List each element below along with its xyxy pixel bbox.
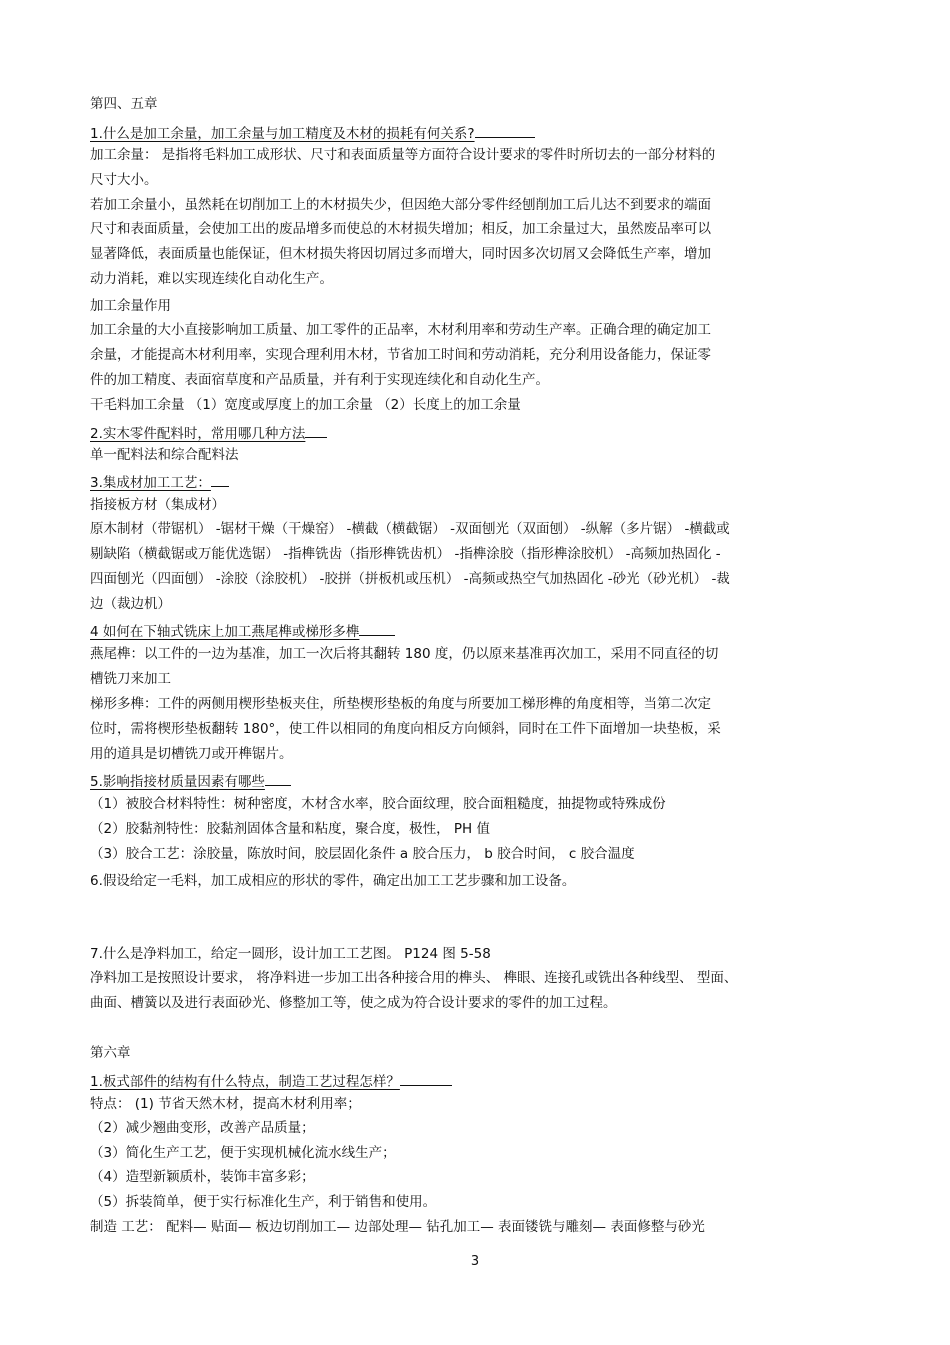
paragraph-line: 若加工余量小，虽然耗在切削加工上的木材损失少，但因绝大部分零件经刨削加工后儿达不到要求的端面: [90, 197, 711, 213]
list-item: （4）造型新颖质朴，装饰丰富多彩；: [90, 1169, 315, 1185]
list-item: （5）拆装简单，便于实行标准化生产，利于销售和使用。: [90, 1194, 437, 1210]
paragraph-line: 四面刨光（四面刨） -涂胶（涂胶机） -胶拼（拼板机或压机） -高频或热空气加热固化 -砂光（砂光机） -裁: [90, 571, 730, 587]
list-item: （2）减少翘曲变形，改善产品质量；: [90, 1120, 315, 1136]
paragraph-line: 干毛料加工余量 （1）宽度或厚度上的加工余量 （2）长度上的加工余量: [90, 397, 521, 413]
question-1: 1.板式部件的结构有什么特点，制造工艺过程怎样？: [90, 1071, 452, 1091]
paragraph-line: 原木制材（带锯机） -锯材干燥（干燥窑） -横截（横截锯） -双面刨光（双面刨） -纵解（多片锯） -横截或: [90, 521, 730, 537]
question-3: 3.集成材加工工艺：: [90, 472, 229, 492]
chapter-heading: 第四、五章: [90, 96, 158, 112]
paragraph-line: 特点： (1) 节省天然木材，提高木材利用率；: [90, 1096, 361, 1112]
paragraph-line: 梯形多榫：工件的两侧用楔形垫板夹住，所垫楔形垫板的角度与所要加工梯形榫的角度相等，当第二次定: [90, 696, 711, 712]
list-item: （3）简化生产工艺，便于实现机械化流水线生产；: [90, 1145, 396, 1161]
paragraph-line: 尺寸和表面质量，会使加工出的废品增多而使总的木材损失增加；相反，加工余量过大，虽然废品率可以: [90, 221, 711, 237]
paragraph-line: （2）胶黏剂特性：胶黏剂固体含量和粘度，聚合度，极性， PH 值: [90, 821, 490, 837]
paragraph-line: 单一配料法和综合配料法: [90, 447, 239, 463]
subheading: 加工余量作用: [90, 298, 171, 314]
paragraph-line: 显著降低，表面质量也能保证，但木材损失将因切屑过多而增大，同时因多次切屑又会降低生产率，增加: [90, 246, 711, 262]
page-number: 3: [470, 1254, 480, 1269]
paragraph-line: 制造 工艺： 配料— 贴面— 板边切削加工— 边部处理— 钻孔加工— 表面镂铣与雕刻— 表面修整与砂光: [90, 1219, 705, 1235]
paragraph-line: 位时，需将楔形垫板翻转 180°，使工件以相同的角度向相反方向倾斜，同时在工件下面增加一块垫板，采: [90, 721, 721, 737]
paragraph-line: 边（裁边机）: [90, 596, 171, 612]
question-4: 4 如何在下轴式铣床上加工燕尾榫或梯形多榫: [90, 621, 395, 641]
paragraph-line: 余量，才能提高木材利用率，实现合理利用木材，节省加工时间和劳动消耗，充分利用设备能力，保证零: [90, 347, 711, 363]
paragraph-line: 尺寸大小。: [90, 172, 158, 188]
paragraph-line: 件的加工精度、表面宿草度和产品质量，并有利于实现连续化和自动化生产。: [90, 372, 549, 388]
paragraph-line: 动力消耗，难以实现连续化自动化生产。: [90, 271, 333, 287]
paragraph-line: 指接板方材（集成材）: [90, 497, 225, 513]
paragraph-line: 净料加工是按照设计要求， 将净料进一步加工出各种接合用的榫头、 榫眼、连接孔或铣出各种线型、 型面、: [90, 970, 738, 986]
paragraph-line: 槽铣刀来加工: [90, 671, 171, 687]
question-1: 1.什么是加工余量，加工余量与加工精度及木材的损耗有何关系?: [90, 123, 535, 143]
paragraph-line: 加工余量的大小直接影响加工质量、加工零件的正品率，木材利用率和劳动生产率。正确合理的确定加工: [90, 322, 711, 338]
paragraph-line: 曲面、槽簧以及进行表面砂光、修整加工等，使之成为符合设计要求的零件的加工过程。: [90, 995, 617, 1011]
question-5: 5.影响指接材质量因素有哪些: [90, 771, 291, 791]
paragraph-line: 剔缺陷（横截锯或万能优选锯） -指榫铣齿（指形榫铣齿机） -指榫涂胶（指形榫涂胶机） -高频加热固化 -: [90, 546, 721, 562]
question-2: 2.实木零件配料时，常用哪几种方法: [90, 423, 327, 443]
question-7: 7.什么是净料加工，给定一圆形，设计加工工艺图。 P124 图 5-58: [90, 946, 491, 962]
paragraph-line: （1）被胶合材料特性：树种密度，木材含水率，胶合面纹理，胶合面粗糙度，抽提物或特殊成份: [90, 796, 666, 812]
paragraph-line: 加工余量： 是指将毛料加工成形状、尺寸和表面质量等方面符合设计要求的零件时所切去的一部分材料的: [90, 147, 716, 163]
paragraph-line: 用的道具是切槽铣刀或开榫锯片。: [90, 746, 293, 762]
chapter-heading: 第六章: [90, 1045, 131, 1061]
paragraph-line: （3）胶合工艺：涂胶量，陈放时间，胶层固化条件 a 胶合压力， b 胶合时间， c 胶合温度: [90, 846, 635, 862]
question-6: 6.假设给定一毛料，加工成相应的形状的零件，确定出加工工艺步骤和加工设备。: [90, 873, 576, 889]
paragraph-line: 燕尾榫：以工件的一边为基准，加工一次后将其翻转 180 度，仍以原来基准再次加工，采用不同直径的切: [90, 646, 719, 662]
